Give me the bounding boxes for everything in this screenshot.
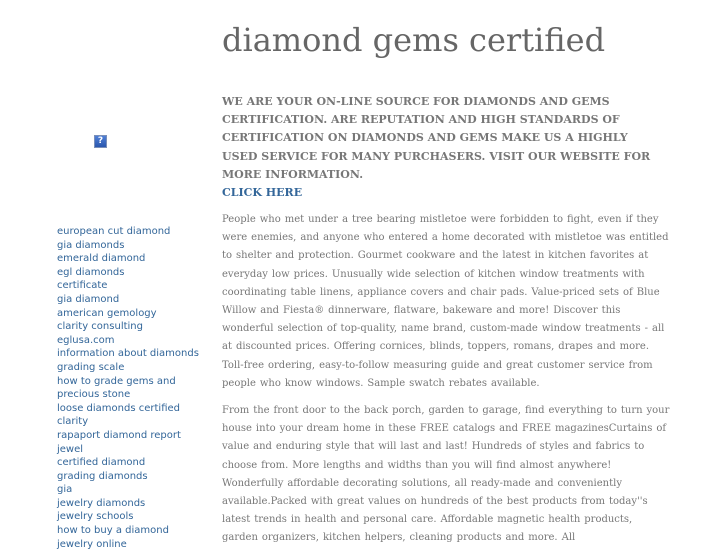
sidebar-link-item (57, 510, 209, 524)
sidebar-link[interactable]: rapaport diamond report (57, 429, 181, 441)
sidebar-link-item (57, 483, 209, 497)
sidebar-link[interactable]: clarity (57, 416, 89, 428)
intro-block (222, 93, 652, 202)
sidebar-link-item (57, 375, 209, 402)
sidebar-link[interactable]: how to buy a diamond (57, 525, 169, 537)
click-here-link[interactable]: CLICK HERE (222, 186, 303, 200)
sidebar-link-item (57, 524, 209, 538)
sidebar-link[interactable]: certified diamond (57, 457, 146, 469)
sidebar-link[interactable]: grading diamonds (57, 470, 148, 482)
sidebar-link[interactable]: gia diamond (57, 293, 120, 305)
sidebar-link[interactable]: jewelry schools (57, 511, 134, 523)
sidebar-link-item (57, 266, 209, 280)
broken-image-icon: ? (94, 135, 107, 148)
sidebar-link[interactable]: loose diamonds certified (57, 402, 181, 414)
sidebar-link[interactable]: clarity consulting (57, 321, 143, 333)
sidebar-link[interactable]: jewelry diamonds (57, 497, 146, 509)
sidebar-link[interactable]: certificate (57, 280, 108, 292)
sidebar-link[interactable]: eglusa.com (57, 334, 115, 346)
sidebar-link-item (57, 402, 209, 416)
sidebar-link[interactable]: egl diamonds (57, 266, 125, 278)
sidebar-link-item (57, 538, 209, 552)
sidebar-link-item (57, 347, 209, 361)
sidebar-link-item (57, 429, 209, 443)
sidebar-link-item (57, 225, 209, 239)
sidebar-link-item (57, 279, 209, 293)
sidebar-link[interactable]: how to grade gems and precious stone (57, 375, 176, 401)
sidebar-link-item (57, 456, 209, 470)
sidebar-link[interactable]: gia diamonds (57, 239, 125, 251)
sidebar-link[interactable]: american gemology (57, 307, 157, 319)
sidebar-link[interactable]: jewel (57, 443, 84, 455)
sidebar-link[interactable]: emerald diamond (57, 253, 146, 265)
main-content (222, 211, 672, 557)
sidebar-link-item (57, 334, 209, 348)
sidebar-link-item (57, 307, 209, 321)
sidebar-link-item (57, 252, 209, 266)
sidebar-link-item (57, 470, 209, 484)
sidebar-link-item (57, 320, 209, 334)
content-paragraph: People who met under a tree bearing mistletoe were forbidden to fight, even if they were enemies, and anyone who entered a home decorated with mistletoe was entitled to shelter and protection. Gourmet cookware and the latest in kitchen favorites at everyday low prices. Unusually wide selection of kitchen window treatments with coordinating table linens, appliance covers and chair pads. Value-priced sets of Blue Willow and Fiesta® dinnerware, flatware, bakeware and more! Discover this wonderful selection of top-quality, name brand, custom-made window treatments - all at discounted prices. Offering cornices, blinds, toppers, romans, drapes and more. Toll-free ordering, easy-to-follow measuring guide and great customer service from people who know windows. Sample swatch rebates available. (222, 214, 669, 389)
sidebar-link-item (57, 293, 209, 307)
content-paragraph: From the front door to the back porch, garden to garage, find everything to turn your house into your dream home in these FREE catalogs and FREE magazinesCurtains of value and enduring style that will last and last! Hundreds of styles and fabrics to choose from. More lengths and widths than you will find almost anywhere! Wonderfully affordable decorating solutions, all ready-made and conveniently available.Packed with great values on hundreds of the best products from today''s latest trends in health and personal care. Affordable magnetic health products, garden organizers, kitchen helpers, cleaning products and more. All (222, 405, 670, 544)
page-title: diamond gems certified (222, 21, 606, 59)
intro-text: WE ARE YOUR ON-LINE SOURCE FOR DIAMONDS AND GEMS CERTIFICATION. ARE REPUTATION AND HIGH STANDARDS OF CERTIFICATION ON DIAMONDS AND GEMS MAKE US A HIGHLY USED SERVICE FOR MANY PURCHASERS. VISIT OUR WEBSITE FOR MORE INFORMATION. (222, 95, 651, 181)
sidebar-link[interactable]: grading scale (57, 361, 125, 373)
sidebar-link[interactable]: gia (57, 484, 73, 496)
sidebar-link[interactable]: jewelry online (57, 538, 127, 550)
sidebar-link-item (57, 361, 209, 375)
sidebar-link-item (57, 239, 209, 253)
sidebar-link-item (57, 443, 209, 457)
sidebar-link[interactable]: european cut diamond (57, 226, 171, 237)
sidebar-link-item (57, 415, 209, 429)
sidebar-link-item (57, 497, 209, 511)
sidebar-link[interactable]: information about diamonds (57, 348, 199, 360)
sidebar-link-list (57, 225, 209, 551)
